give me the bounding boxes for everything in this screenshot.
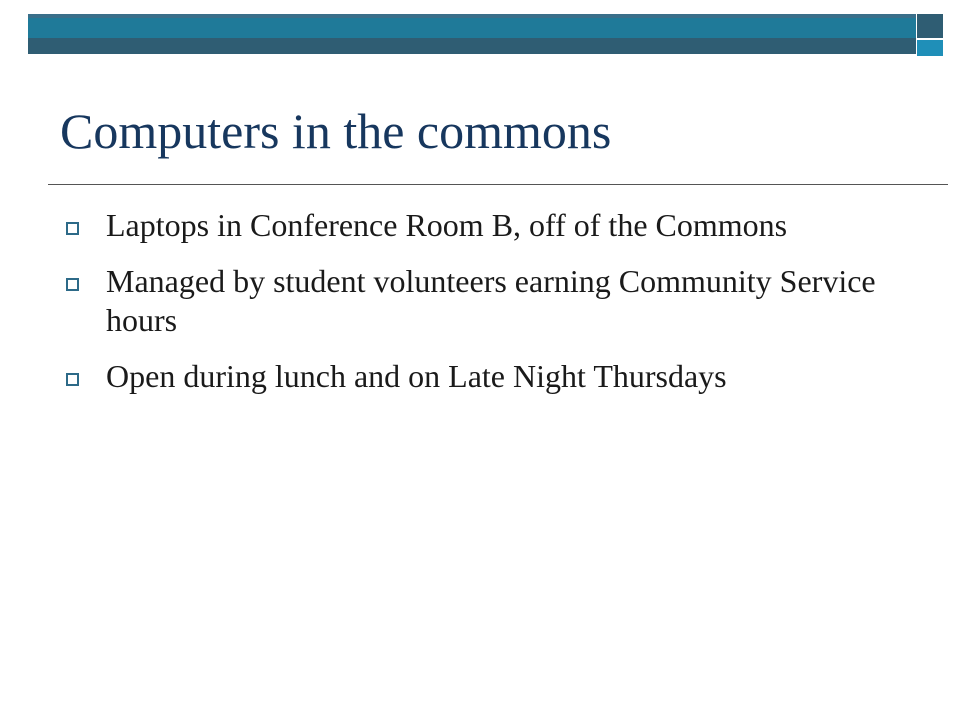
bullet-item bbox=[60, 206, 880, 244]
hollow-square-bullet-icon bbox=[66, 373, 79, 386]
slide-title: Computers in the commons bbox=[60, 103, 612, 159]
bullet-text: Laptops in Conference Room B, off of the Commons bbox=[106, 207, 788, 243]
title-divider bbox=[48, 184, 948, 185]
header-corner-square-bottom bbox=[917, 40, 943, 56]
bullet-text: Open during lunch and on Late Night Thursdays bbox=[106, 358, 727, 395]
bullet-list bbox=[60, 206, 880, 414]
header-bar-stripe-bottom bbox=[28, 38, 916, 54]
hollow-square-bullet-icon bbox=[66, 278, 79, 291]
bullet-item bbox=[60, 357, 880, 395]
hollow-square-bullet-icon bbox=[66, 222, 79, 235]
header-bar-stripe-top bbox=[28, 14, 916, 18]
header-corner-square-top bbox=[917, 14, 943, 38]
bullet-item bbox=[60, 262, 880, 339]
header-decoration-bar bbox=[28, 14, 943, 56]
bullet-text: Managed by student volunteers earning Community Service hours bbox=[106, 263, 876, 338]
